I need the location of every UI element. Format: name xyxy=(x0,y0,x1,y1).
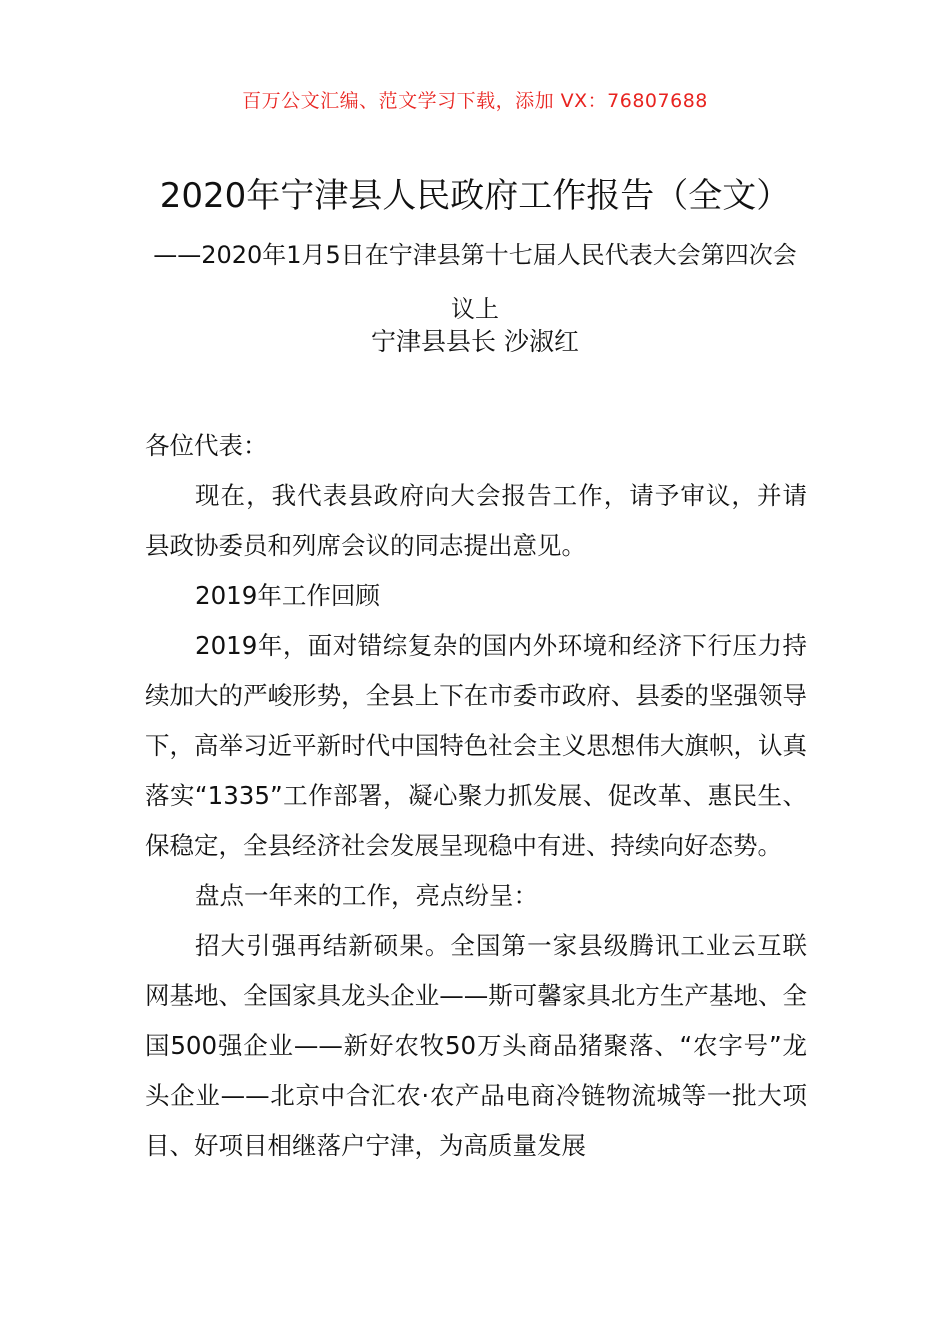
document-title: 2020年宁津县人民政府工作报告（全文） xyxy=(159,176,791,216)
document-subtitle: ——2020年1月5日在宁津县第十七届人民代表大会第四次会议上 xyxy=(153,241,797,323)
header-watermark-note: 百万公文汇编、范文学习下载，添加 VX：76807688 xyxy=(242,90,708,112)
document-body xyxy=(145,421,807,1171)
paragraph-intro: 现在，我代表县政府向大会报告工作，请予审议，并请县政协委员和列席会议的同志提出意见。 xyxy=(145,481,807,560)
paragraph-review: 2019年，面对错综复杂的国内外环境和经济下行压力持续加大的严峻形势，全县上下在市委市政府、县委的坚强领导下，高举习近平新时代中国特色社会主义思想伟大旗帜，认真落实“1335”工作部署，凝心聚力抓发展、促改革、惠民生、保稳定，全县经济社会发展呈现稳中有进、持续向好态势。 xyxy=(145,631,807,860)
document-author: 宁津县县长 沙淑红 xyxy=(371,327,579,356)
paragraph-investment: 招大引强再结新硕果。全国第一家县级腾讯工业云互联网基地、全国家具龙头企业——斯可馨家具北方生产基地、全国500强企业——新好农牧50万头商品猪聚落、“农字号”龙头企业——北京中合汇农·农产品电商冷链物流城等一批大项目、好项目相继落户宁津，为高质量发展 xyxy=(145,931,807,1160)
salutation: 各位代表： xyxy=(145,431,268,460)
section-heading: 2019年工作回顾 xyxy=(195,581,380,610)
paragraph-highlights-intro: 盘点一年来的工作，亮点纷呈： xyxy=(195,881,538,910)
